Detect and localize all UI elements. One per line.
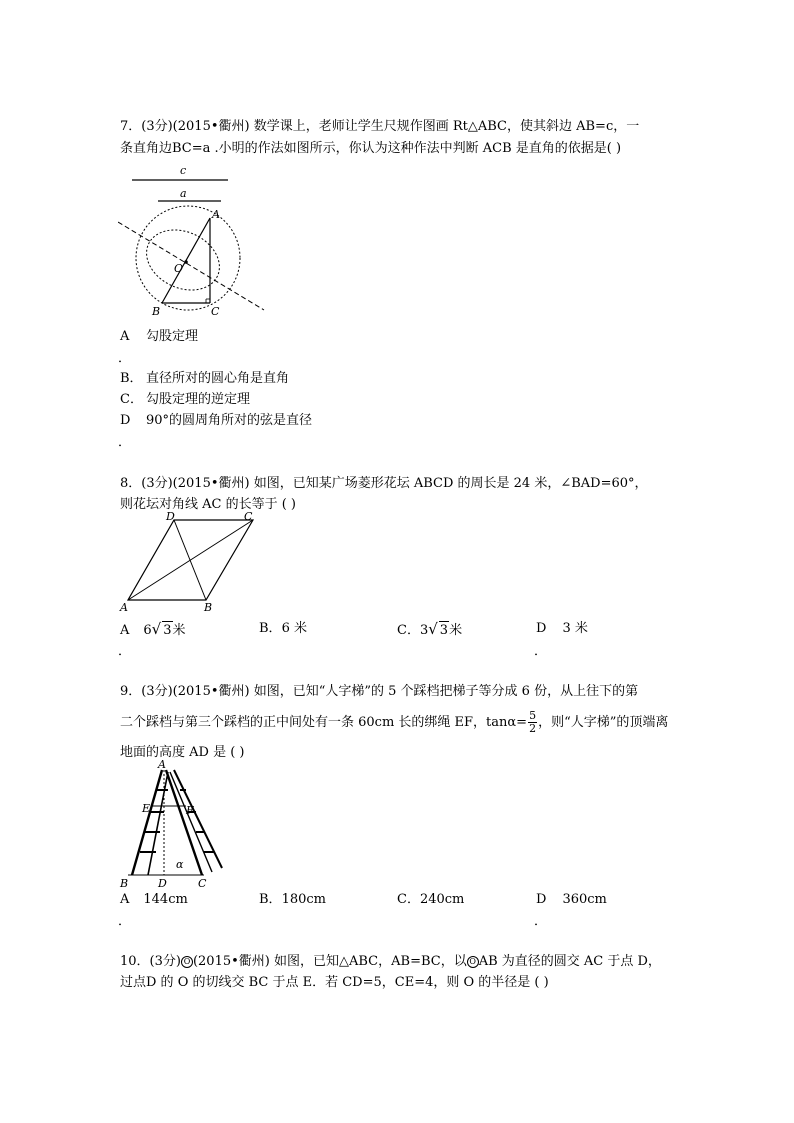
q9-figure xyxy=(114,760,234,890)
q9-option-B xyxy=(259,891,326,909)
q7-point-O xyxy=(184,260,188,264)
q10-stem-line1-middle: (2015•衢州) 如图，已知△ABC，AB=BC，以 xyxy=(192,954,467,969)
q7-stem-line2: 条直角边BC=a .小明的作法如图所示，你认为这种作法中判断 ACB 是直角的依据是( ) xyxy=(120,141,622,156)
q8-label-A: A xyxy=(120,601,128,612)
q8-option-A-letter: A xyxy=(120,623,130,638)
q9-option-B-text: 180cm xyxy=(281,892,326,907)
q7-label-O: O xyxy=(174,262,184,275)
q9-option-A-letter: A xyxy=(120,892,130,907)
q8-option-D-dot: ． xyxy=(534,644,548,659)
q9-option-A-text: 144cm xyxy=(143,892,188,907)
q9-option-B-letter: B． xyxy=(259,892,282,907)
q9-label-D: D xyxy=(158,877,167,890)
q7-stem-line1: 7．(3分)(2015•衢州) 数学课上，老师让学生尺规作图画 Rt△ABC，使其斜边 AB=c，一 xyxy=(120,119,640,134)
q10-stem-line2: 过点D 的 O 的切线交 BC 于点 E．若 CD=5，CE=4，则 O 的半径是 ( ) xyxy=(120,975,549,990)
q7-label-C: C xyxy=(211,305,220,318)
q9-ladder-leg-right xyxy=(166,770,202,875)
q8-option-B-letter: B． xyxy=(259,621,282,636)
q9-option-D-text: 360cm xyxy=(562,892,607,907)
q8-option-B xyxy=(259,620,307,638)
q8-option-C-unit: 米 xyxy=(449,623,463,638)
q7-label-B: B xyxy=(152,305,161,318)
q7-option-B-letter: B． xyxy=(120,371,143,386)
q8-option-C: C．3√ 3米 xyxy=(397,620,463,638)
q10-circle-icon: O xyxy=(181,956,193,968)
q7-option-D-text: 90°的圆周角所对的弦是直径 xyxy=(146,413,313,428)
q7-option-A-letter: A xyxy=(120,329,130,344)
q9-stem-line2-end: ，则“人字梯”的顶端离 xyxy=(538,715,669,730)
q8-label-D: D xyxy=(166,512,175,523)
q7-option-B-text: 直径所对的圆心角是直角 xyxy=(146,371,290,386)
q9-fraction-num: 5 xyxy=(529,709,537,722)
q9-option-C-text: 240cm xyxy=(419,892,465,907)
q9-option-A xyxy=(120,891,188,909)
q7-option-C-text: 勾股定理的逆定理 xyxy=(146,392,251,407)
q7-label-A: A xyxy=(212,208,220,221)
q8-option-A-unit: 米 xyxy=(172,623,186,638)
q7-option-A-text: 勾股定理 xyxy=(146,329,199,344)
q9-label-A: A xyxy=(158,760,166,771)
q9-stem-line2 xyxy=(120,708,668,738)
q8-option-D xyxy=(536,620,588,638)
q9-option-A-dot: ． xyxy=(118,914,132,929)
q7-figure xyxy=(118,160,268,320)
q9-option-C-letter: C． xyxy=(397,892,420,907)
q10-stem-line1-number: 10．(3分) xyxy=(120,954,181,969)
q8-option-A-radicand: 3 xyxy=(163,623,172,638)
q7-label-c: c xyxy=(180,164,187,177)
q8-stem-line1: 8．(3分)(2015•衢州) 如图，已知某广场菱形花坛 ABCD 的周长是 24 米，∠BAD=60°， xyxy=(120,476,648,491)
q9-option-D xyxy=(536,891,607,909)
q9-label-F: F xyxy=(186,804,194,817)
q7-option-A-dot: ． xyxy=(118,351,132,366)
q9-fraction xyxy=(528,710,537,735)
q9-option-D-letter: D xyxy=(536,892,547,907)
q9-stem-line2-start: 二个踩档与第三个踩档的正中间处有一条 60cm 长的绑绳 EF，tanα= xyxy=(120,715,528,730)
q8-option-C-coef: 3 xyxy=(419,623,429,638)
q8-stem-line2: 则花坛对角线 AC 的长等于 ( ) xyxy=(120,497,297,512)
q7-option-D-dot: ． xyxy=(118,435,132,450)
q8-option-A-coef: 6 xyxy=(143,623,152,638)
q7-option-D-letter: D xyxy=(120,413,131,428)
q8-option-A-dot: ． xyxy=(118,644,132,659)
q9-label-B: B xyxy=(120,877,129,890)
q8-option-C-letter: C． xyxy=(397,623,420,638)
q8-option-A: A 6√ 3米 xyxy=(120,620,186,638)
q9-option-C xyxy=(397,891,464,909)
q10-stem-line1 xyxy=(120,953,661,971)
q8-label-B: B xyxy=(204,601,213,612)
q9-fraction-den: 2 xyxy=(529,722,537,735)
q8-diagonal-BD xyxy=(174,520,206,600)
q9-stem-line1: 9．(3分)(2015•衢州) 如图，已知“人字梯”的 5 个踩档把梯子等分成 6 份，从上往下的第 xyxy=(120,684,639,699)
q9-label-alpha: α xyxy=(176,858,184,871)
q8-option-D-letter: D xyxy=(536,621,547,636)
q9-label-C: C xyxy=(198,877,207,890)
q10-stem-line1-end: AB 为直径的圆交 AC 于点 D， xyxy=(478,954,661,969)
q7-label-a: a xyxy=(180,187,187,200)
q8-option-B-text: 6 米 xyxy=(281,621,307,636)
q8-option-D-text: 3 米 xyxy=(562,621,588,636)
q9-stem-line3: 地面的高度 AD 是 ( ) xyxy=(120,745,245,760)
q8-option-C-radicand: 3 xyxy=(439,623,449,638)
q8-label-C: C xyxy=(244,512,253,523)
q7-arc-small xyxy=(137,219,230,302)
q10-circle-icon-2: O xyxy=(467,956,479,968)
q9-label-E: E xyxy=(142,802,151,815)
q8-figure xyxy=(118,512,268,612)
q7-bisector-line xyxy=(118,222,264,310)
q7-option-C-letter: C． xyxy=(120,392,143,407)
q9-option-D-dot: ． xyxy=(534,914,548,929)
